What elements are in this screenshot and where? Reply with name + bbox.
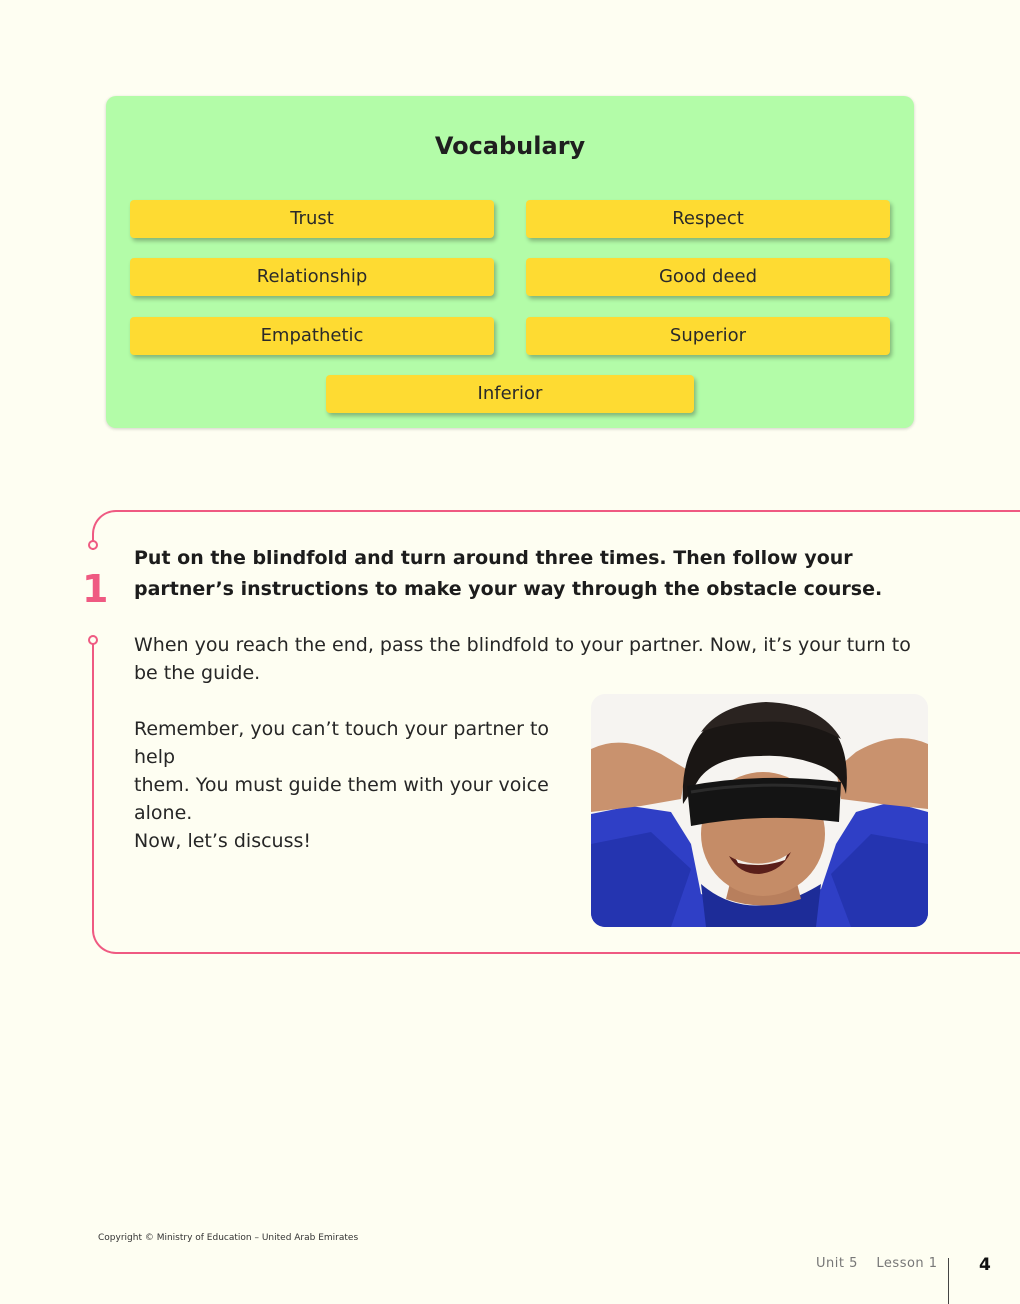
vocab-word-respect: Respect — [526, 200, 890, 238]
blindfolded-child-photo — [591, 694, 928, 927]
unit-label: Unit 5 — [816, 1256, 858, 1271]
lesson-label: Lesson 1 — [876, 1256, 938, 1271]
unit-lesson-label — [816, 1256, 938, 1271]
activity-paragraph-1: When you reach the end, pass the blindfold to your partner. Now, it’s your turn to be the guide. — [134, 634, 911, 684]
paragraph-2-line-1: Remember, you can’t touch your partner to help — [134, 718, 550, 768]
step-number: 1 — [82, 567, 109, 611]
paragraph-2-line-3: Now, let’s discuss! — [134, 830, 311, 852]
vocab-word-good-deed: Good deed — [526, 258, 890, 296]
vocab-word-superior: Superior — [526, 317, 890, 355]
activity-paragraph-2 — [134, 715, 594, 855]
vocab-word-relationship: Relationship — [130, 258, 494, 296]
vocab-word-empathetic: Empathetic — [130, 317, 494, 355]
page-number: 4 — [979, 1255, 991, 1275]
vocab-word-inferior: Inferior — [326, 375, 694, 413]
frame-dot-bottom — [88, 635, 98, 645]
vocabulary-title: Vocabulary — [434, 132, 586, 160]
activity-instruction: Put on the blindfold and turn around three times. Then follow your partner’s instructions to make your way through the obstacle course. — [134, 547, 883, 600]
copyright-text: Copyright © Ministry of Education – United Arab Emirates — [98, 1233, 359, 1243]
paragraph-2-line-2: them. You must guide them with your voice alone. — [134, 774, 549, 824]
vocab-word-trust: Trust — [130, 200, 494, 238]
frame-dot-top — [88, 540, 98, 550]
footer-divider — [948, 1258, 949, 1304]
